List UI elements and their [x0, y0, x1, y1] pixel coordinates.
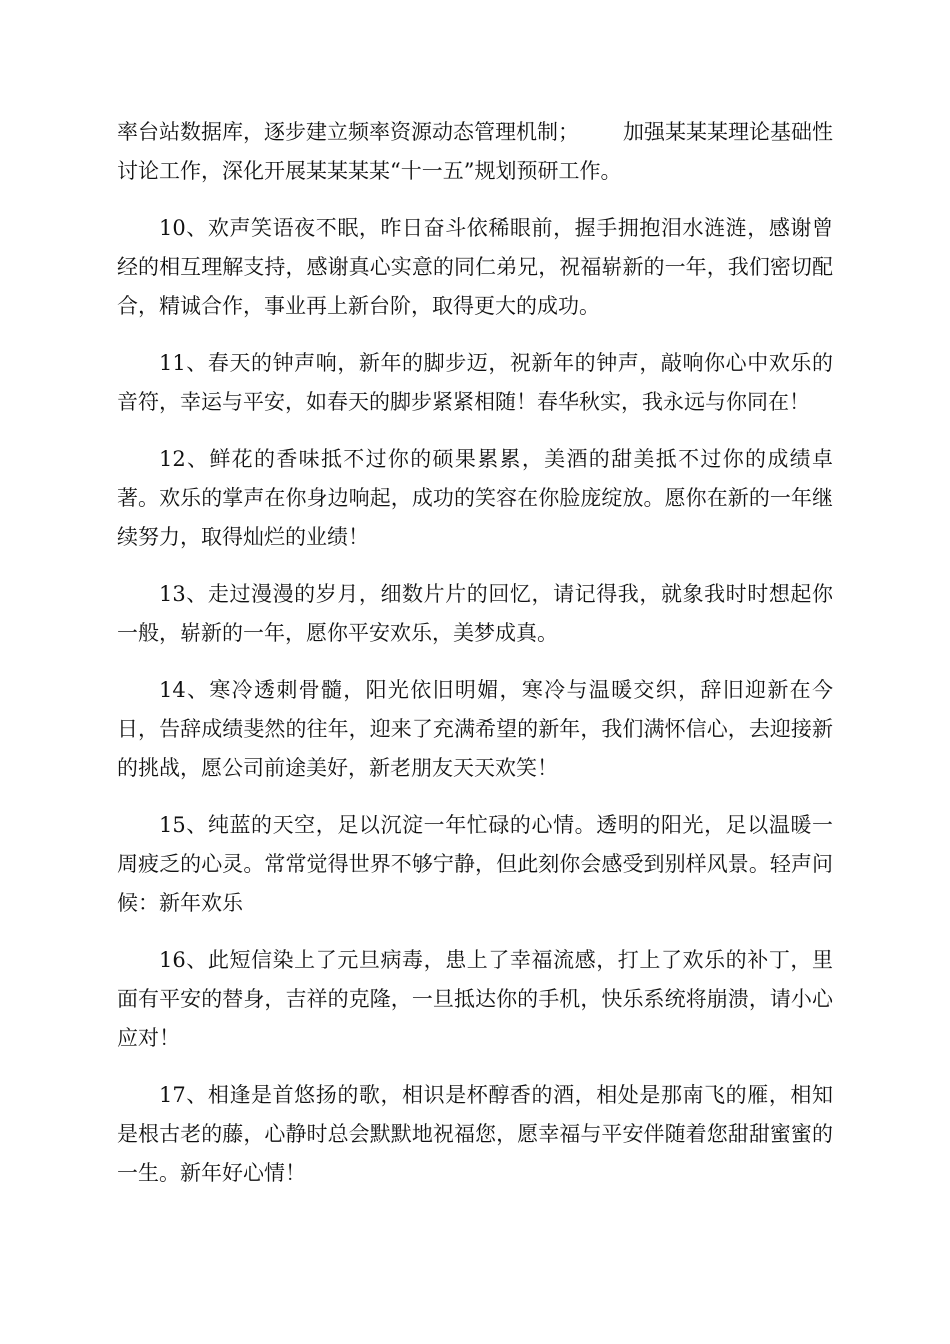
paragraph-13: 13、走过漫漫的岁月，细数片片的回忆，请记得我，就象我时时想起你一般，崭新的一年，愿你平安欢乐，美梦成真。	[117, 582, 833, 645]
paragraph-continuation-part1: 率台站数据库，逐步建立频率资源动态管理机制；	[117, 120, 579, 144]
paragraph-16: 16、此短信染上了元旦病毒，患上了幸福流感，打上了欢乐的补丁，里面有平安的替身，吉祥的克隆，一旦抵达你的手机，快乐系统将崩溃，请小心应对！	[117, 948, 833, 1050]
paragraph-continuation	[117, 113, 833, 191]
paragraph-14: 14、寒冷透刺骨髓，阳光依旧明媚，寒冷与温暖交织，辞旧迎新在今日，告辞成绩斐然的往年，迎来了充满希望的新年，我们满怀信心，去迎接新的挑战，愿公司前途美好，新老朋友天天欢笑！	[117, 678, 833, 780]
paragraph-11: 11、春天的钟声响，新年的脚步迈，祝新年的钟声，敲响你心中欢乐的音符，幸运与平安，如春天的脚步紧紧相随！春华秋实，我永远与你同在！	[117, 351, 833, 414]
document-body	[117, 113, 833, 1211]
paragraph-10: 10、欢声笑语夜不眠，昨日奋斗依稀眼前，握手拥抱泪水涟涟，感谢曾经的相互理解支持，感谢真心实意的同仁弟兄，祝福崭新的一年，我们密切配合，精诚合作，事业再上新台阶，取得更大的成功。	[117, 216, 833, 318]
paragraph-15: 15、纯蓝的天空，足以沉淀一年忙碌的心情。透明的阳光，足以温暖一周疲乏的心灵。常常觉得世界不够宁静，但此刻你会感受到别样风景。轻声问候：新年欢乐	[117, 813, 833, 915]
paragraph-continuation-part2: 加强某某某理论基础性讨论工作，深化开展某某某某“十一五”规划预研工作。	[117, 120, 833, 183]
paragraph-12: 12、鲜花的香味抵不过你的硕果累累，美酒的甜美抵不过你的成绩卓著。欢乐的掌声在你身边响起，成功的笑容在你脸庞绽放。愿你在新的一年继续努力，取得灿烂的业绩！	[117, 447, 833, 549]
paragraph-17: 17、相逢是首悠扬的歌，相识是杯醇香的酒，相处是那南飞的雁，相知是根古老的藤，心静时总会默默地祝福您，愿幸福与平安伴随着您甜甜蜜蜜的一生。新年好心情！	[117, 1083, 833, 1185]
